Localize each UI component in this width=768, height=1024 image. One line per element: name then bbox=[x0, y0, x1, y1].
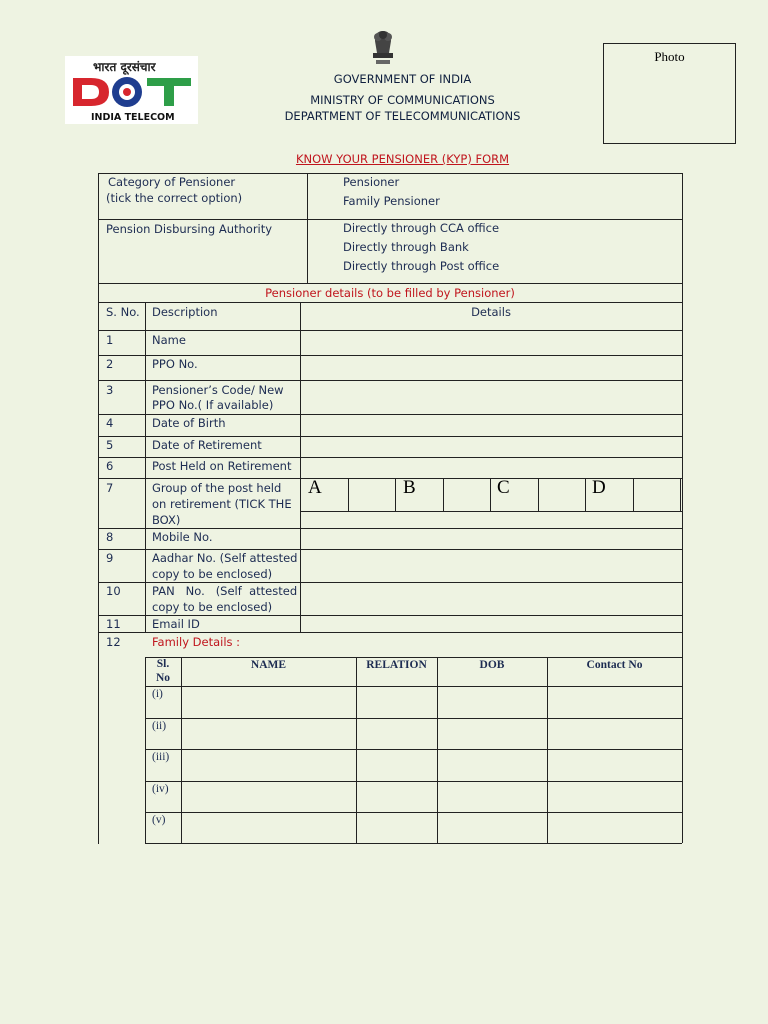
family-row-2-no: (ii) bbox=[152, 720, 167, 732]
col-details: Details bbox=[471, 305, 511, 319]
ppo-field[interactable] bbox=[301, 356, 682, 380]
row-4-no: 4 bbox=[106, 416, 114, 430]
dot-logo bbox=[65, 56, 198, 124]
pensioner-code-field[interactable] bbox=[301, 381, 682, 414]
department-title: DEPARTMENT OF TELECOMMUNICATIONS bbox=[284, 109, 521, 123]
section-title: Pensioner details (to be filled by Pensioner) bbox=[265, 286, 515, 300]
govt-title: GOVERNMENT OF INDIA bbox=[333, 72, 472, 86]
ministry-title: MINISTRY OF COMMUNICATIONS bbox=[310, 93, 495, 107]
dob-field[interactable] bbox=[301, 415, 682, 436]
row-7-desc-line2: on retirement (TICK THE bbox=[152, 497, 292, 511]
name-field[interactable] bbox=[301, 331, 682, 355]
row-7-desc-line1: Group of the post held bbox=[152, 481, 282, 495]
row-8-desc: Mobile No. bbox=[152, 530, 213, 544]
group-c-tick-box[interactable] bbox=[539, 479, 585, 511]
group-c-label: C bbox=[497, 477, 510, 498]
row-3-desc-line2: PPO No.( If available) bbox=[152, 398, 274, 412]
row-3-desc-line1: Pensioner’s Code/ New bbox=[152, 383, 284, 397]
row-7-desc-line3: BOX) bbox=[152, 513, 181, 527]
email-field[interactable] bbox=[301, 616, 682, 632]
family-col-sl: Sl. No bbox=[155, 658, 171, 684]
row-10-desc-line1: PAN No. (Self attested bbox=[152, 584, 298, 598]
row-10-no: 10 bbox=[106, 584, 121, 598]
family-details-title: Family Details : bbox=[152, 635, 241, 649]
row-2-desc: PPO No. bbox=[152, 357, 198, 371]
form-title: KNOW YOUR PENSIONER (KYP) FORM bbox=[295, 152, 510, 166]
col-description: Description bbox=[152, 305, 218, 319]
disbursing-option-cca[interactable]: Directly through CCA office bbox=[343, 221, 500, 235]
row-7-no: 7 bbox=[106, 481, 114, 495]
row-1-desc: Name bbox=[152, 333, 186, 347]
family-col-dob: DOB bbox=[479, 659, 505, 671]
row-9-desc-line2: copy to be enclosed) bbox=[152, 567, 273, 581]
group-b-tick-box[interactable] bbox=[444, 479, 490, 511]
row-1-no: 1 bbox=[106, 333, 114, 347]
mobile-field[interactable] bbox=[301, 529, 682, 549]
row-12-no: 12 bbox=[106, 635, 121, 649]
family-row-1-no: (i) bbox=[152, 688, 163, 700]
post-held-field[interactable] bbox=[301, 458, 682, 478]
logo-caption: INDIA TELECOM bbox=[91, 112, 175, 123]
row-11-desc: Email ID bbox=[152, 617, 200, 631]
disbursing-label: Pension Disbursing Authority bbox=[106, 222, 273, 236]
family-col-name: NAME bbox=[250, 659, 287, 671]
category-hint: (tick the correct option) bbox=[106, 191, 243, 205]
disbursing-option-bank[interactable]: Directly through Bank bbox=[343, 240, 469, 254]
category-option-pensioner[interactable]: Pensioner bbox=[343, 175, 400, 189]
family-row-3-no: (iii) bbox=[152, 751, 170, 763]
family-col-relation: RELATION bbox=[366, 659, 427, 671]
disbursing-option-post-office[interactable]: Directly through Post office bbox=[343, 259, 500, 273]
photo-box bbox=[603, 43, 736, 144]
row-2-no: 2 bbox=[106, 357, 114, 371]
group-a-tick-box[interactable] bbox=[349, 479, 395, 511]
family-row-5-no: (v) bbox=[152, 814, 166, 826]
col-sno: S. No. bbox=[106, 305, 140, 319]
row-4-desc: Date of Birth bbox=[152, 416, 226, 430]
row-6-no: 6 bbox=[106, 459, 114, 473]
family-col-contact: Contact No bbox=[586, 659, 643, 671]
aadhar-field[interactable] bbox=[301, 550, 682, 582]
retirement-date-field[interactable] bbox=[301, 437, 682, 457]
dot-logo-mark-icon bbox=[69, 74, 195, 110]
row-8-no: 8 bbox=[106, 530, 114, 544]
group-a-label: A bbox=[308, 477, 322, 498]
category-option-family-pensioner[interactable]: Family Pensioner bbox=[343, 194, 440, 208]
row-9-no: 9 bbox=[106, 551, 114, 565]
category-label: Category of Pensioner bbox=[108, 175, 236, 189]
row-9-desc-line1: Aadhar No. (Self attested bbox=[152, 551, 298, 565]
group-d-label: D bbox=[592, 477, 606, 498]
row-6-desc: Post Held on Retirement bbox=[152, 459, 292, 473]
row-11-no: 11 bbox=[106, 617, 121, 631]
national-emblem-icon bbox=[366, 27, 400, 67]
group-b-label: B bbox=[403, 477, 416, 498]
photo-label: Photo bbox=[654, 49, 685, 64]
family-row-4-no: (iv) bbox=[152, 783, 169, 795]
row-3-no: 3 bbox=[106, 383, 114, 397]
pan-field[interactable] bbox=[301, 583, 682, 615]
row-5-desc: Date of Retirement bbox=[152, 438, 262, 452]
logo-hindi-text: भारत दूरसंचार bbox=[93, 60, 156, 74]
row-5-no: 5 bbox=[106, 438, 114, 452]
group-d-tick-box[interactable] bbox=[634, 479, 680, 511]
row-10-desc-line2: copy to be enclosed) bbox=[152, 600, 273, 614]
